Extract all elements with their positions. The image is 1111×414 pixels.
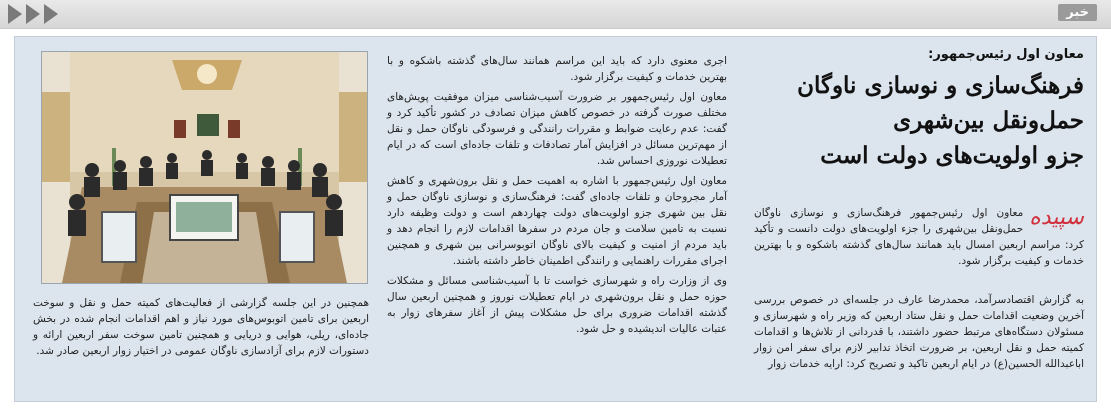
body-paragraph-3: همچنین در این جلسه گزارشی از فعالیت‌های کمیته حمل و نقل و سوخت اربعین برای تامین اتوبوس‌های مورد نیاز و اهم اقدامات انجام شده در بخش جاده‌ای، ریلی، هوایی و دریایی و همچنین تامین سوخت سفر اربعین ارائه و دستورات لازم برای آزادسازی ناوگان عمومی در اختیار زوار اربعین صادر شد.	[33, 297, 369, 357]
article-box	[14, 36, 1097, 402]
reporter-signature: سپیده	[1029, 205, 1084, 230]
headline	[754, 68, 1084, 173]
headline-line: حمل‌ونقل بین‌شهری	[893, 107, 1084, 134]
headline-line: جزو اولویت‌های دولت است	[820, 142, 1084, 169]
body-paragraph: معاون اول رئیس‌جمهور بر ضرورت آسیب‌شناسی میزان موفقیت پویش‌های مختلف صورت گرفته در خصوص کاهش میزان تصادف در کشور تأکید کرد و گفت: عدم رعایت ضوابط و مقررات رانندگی و فرسودگی ناوگان حمل و نقل از مهم‌ترین مسائل در افزایش آمار تصادفات و تلفات جاده‌ای است که در ایام تعطیلات نوروزی احساس شد.	[387, 91, 727, 167]
lead-text: معاون اول رئیس‌جمهور فرهنگ‌سازی و نوسازی ناوگان حمل‌ونقل بین‌شهری را جزء اولویت‌های دولت دانست و تأکید کرد: مراسم اربعین امسال باید همانند سال‌های گذشته باشکوه و با بهترین خدمات و کیفیت برگزار شود.	[754, 207, 1084, 267]
kicker: معاون اول رئیس‌جمهور:	[928, 47, 1084, 62]
nav-arrows[interactable]	[8, 4, 58, 24]
arrow-icon	[26, 4, 40, 24]
arrow-icon	[8, 4, 22, 24]
body-paragraph: وی از وزارت راه و شهرسازی خواست تا با آسیب‌شناسی مسائل و مشکلات حوزه حمل و نقل برون‌شهری در ایام تعطیلات نوروز و همچنین اربعین سال گذشته اقدامات ضروری برای حل مشکلات پیش از آغاز سفرهای زوار به عتبات عالیات اندیشیده و حل شود.	[387, 275, 727, 335]
arrow-icon	[44, 4, 58, 24]
body-paragraph-1: به گزارش اقتصادسرآمد، محمدرضا عارف در جلسه‌ای در خصوص بررسی آخرین وضعیت اقدامات حمل و نقل ستاد اربعین که وزیر راه و شهرسازی و مسئولان دستگاه‌های مرتبط حضور داشتند، با قدردانی از تلاش‌ها و اقدامات کمیته حمل و نقل اربعین، بر ضرورت اتخاذ تدابیر لازم برای سفر امن زوار اباعبدالله الحسین(ع) در ایام اربعین تاکید و تصریح کرد: ارایه خدمات زوار	[754, 294, 1084, 370]
body-paragraph: اجری معنوی دارد که باید این مراسم همانند سال‌های گذشته باشکوه و با بهترین خدمات و کیفیت برگزار شود.	[387, 55, 727, 83]
meeting-photo	[41, 51, 368, 284]
middle-column	[387, 53, 727, 341]
headline-line: فرهنگ‌سازی و نوسازی ناوگان	[797, 72, 1084, 99]
top-bar	[0, 0, 1111, 29]
section-label: خبر	[1058, 4, 1097, 21]
body-paragraph: معاون اول رئیس‌جمهور با اشاره به اهمیت حمل و نقل برون‌شهری و کاهش آمار مجروحان و تلفات جاده‌ای گفت: فرهنگ‌سازی و نوسازی ناوگان حمل و نقل بین شهری جزو اولویت‌های دولت چهاردهم است و دولت وظیفه دارد نسبت به تامین سلامت و جان مردم در سفرها اقدامات لازم را انجام دهد و باید مردم از امنیت و کیفیت بالای ناوگان اتوبوسرانی بین شهری و همچنین اجرای مقررات راهنمایی و رانندگی اطمینان خاطر داشته باشند.	[387, 175, 727, 267]
meeting-photo-illustration	[42, 52, 367, 283]
headline-block	[754, 47, 1084, 173]
lead-paragraph	[754, 205, 1084, 269]
